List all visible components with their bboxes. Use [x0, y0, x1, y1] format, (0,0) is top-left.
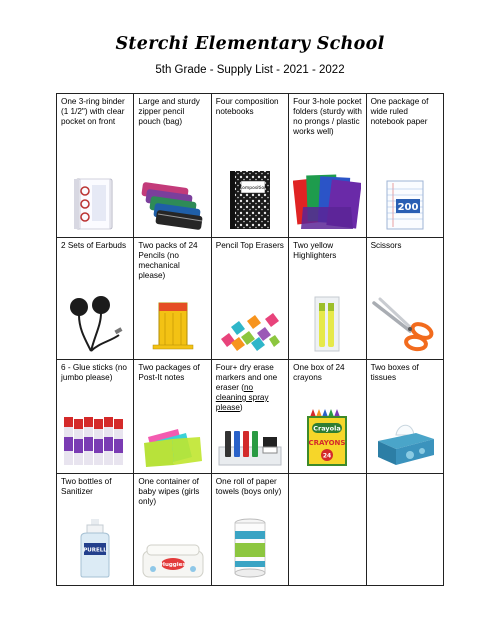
supply-cell-pencil-pouch [134, 94, 211, 238]
baby-wipes-icon [134, 541, 210, 579]
supply-cell-folders [289, 94, 366, 238]
supply-label: Four+ dry erase markers and one eraser (no cleaning spray please) [215, 363, 278, 412]
supply-cell-paper-towels [211, 474, 288, 586]
highlighters-icon [289, 295, 365, 353]
supply-label: Two yellow Highlighters [293, 241, 337, 260]
supply-cell-binder [57, 94, 134, 238]
page-title: Sterchi Elementary School [115, 34, 385, 54]
supply-cell-tissues [366, 360, 443, 474]
supply-label: 2 Sets of Earbuds [61, 241, 127, 250]
composition-notebook-icon [212, 169, 288, 231]
supply-cell-glue-sticks [57, 360, 134, 474]
supply-label: One roll of paper towels (boys only) [215, 477, 282, 496]
table-row [57, 94, 444, 238]
table-row [57, 474, 444, 586]
supply-label: Two boxes of tissues [370, 363, 419, 382]
supply-cell-post-it [134, 360, 211, 474]
pencils-icon [134, 297, 210, 353]
supply-label: Two bottles of Sanitizer [61, 477, 112, 496]
supply-label: 6 - Glue sticks (no jumbo please) [61, 363, 127, 382]
supply-cell-dry-erase [211, 360, 288, 474]
dry-erase-markers-icon [212, 427, 288, 467]
sanitizer-brand-text: PURELL [83, 547, 107, 554]
crayons-word-text: CRAYONS [308, 439, 346, 447]
pencil-pouch-icon [134, 181, 210, 231]
binder-icon [57, 175, 133, 231]
post-it-icon [134, 427, 210, 467]
tissues-icon [367, 419, 443, 467]
notebook-paper-icon [367, 179, 443, 231]
supply-label: Large and sturdy zipper pencil pouch (bag) [138, 97, 200, 126]
supply-label: Two packages of Post-It notes [138, 363, 200, 382]
paper-towels-icon [212, 517, 288, 579]
earbuds-icon [57, 295, 133, 353]
supply-cell-crayons [289, 360, 366, 474]
supply-label: One box of 24 crayons [293, 363, 345, 382]
supply-label: One container of baby wipes (girls only) [138, 477, 200, 506]
empty-cell [289, 474, 366, 586]
table-row [57, 238, 444, 360]
scissors-icon [367, 297, 443, 353]
supply-cell-baby-wipes [134, 474, 211, 586]
supply-cell-erasers [211, 238, 288, 360]
supply-label: One 3-ring binder (1 1/2") with clear pocket on front [61, 97, 125, 126]
supply-cell-notebook-paper [366, 94, 443, 238]
supply-label: Four 3-hole pocket folders (sturdy with no prongs / plastic works well) [293, 97, 362, 136]
supply-list-table [56, 93, 444, 586]
erasers-icon [212, 309, 288, 353]
supply-cell-sanitizer [57, 474, 134, 586]
table-row [57, 360, 444, 474]
supply-label: Two packs of 24 Pencils (no mechanical please) [138, 241, 198, 280]
supply-cell-earbuds [57, 238, 134, 360]
supply-cell-scissors [366, 238, 443, 360]
crayons-brand-text: Crayola [313, 424, 342, 433]
glue-sticks-icon [57, 415, 133, 467]
folders-icon [289, 169, 365, 231]
supply-cell-composition [211, 94, 288, 238]
wipes-brand-text: Huggies [159, 562, 186, 568]
supply-label: Four composition notebooks [215, 97, 279, 116]
empty-cell [366, 474, 443, 586]
paper-count-text: 200 [397, 202, 419, 213]
supply-label: Scissors [370, 241, 402, 250]
supply-cell-highlighters [289, 238, 366, 360]
supply-cell-pencils [134, 238, 211, 360]
supply-label: One package of wide ruled notebook paper [370, 97, 429, 126]
supply-label: Pencil Top Erasers [215, 241, 284, 250]
crayons-icon [289, 407, 365, 467]
sanitizer-icon [57, 517, 133, 579]
notebook-cover-text: Composition [238, 186, 268, 191]
crayons-count-text: 24 [323, 452, 332, 460]
page-subtitle: 5th Grade - Supply List - 2021 - 2022 [155, 64, 345, 76]
